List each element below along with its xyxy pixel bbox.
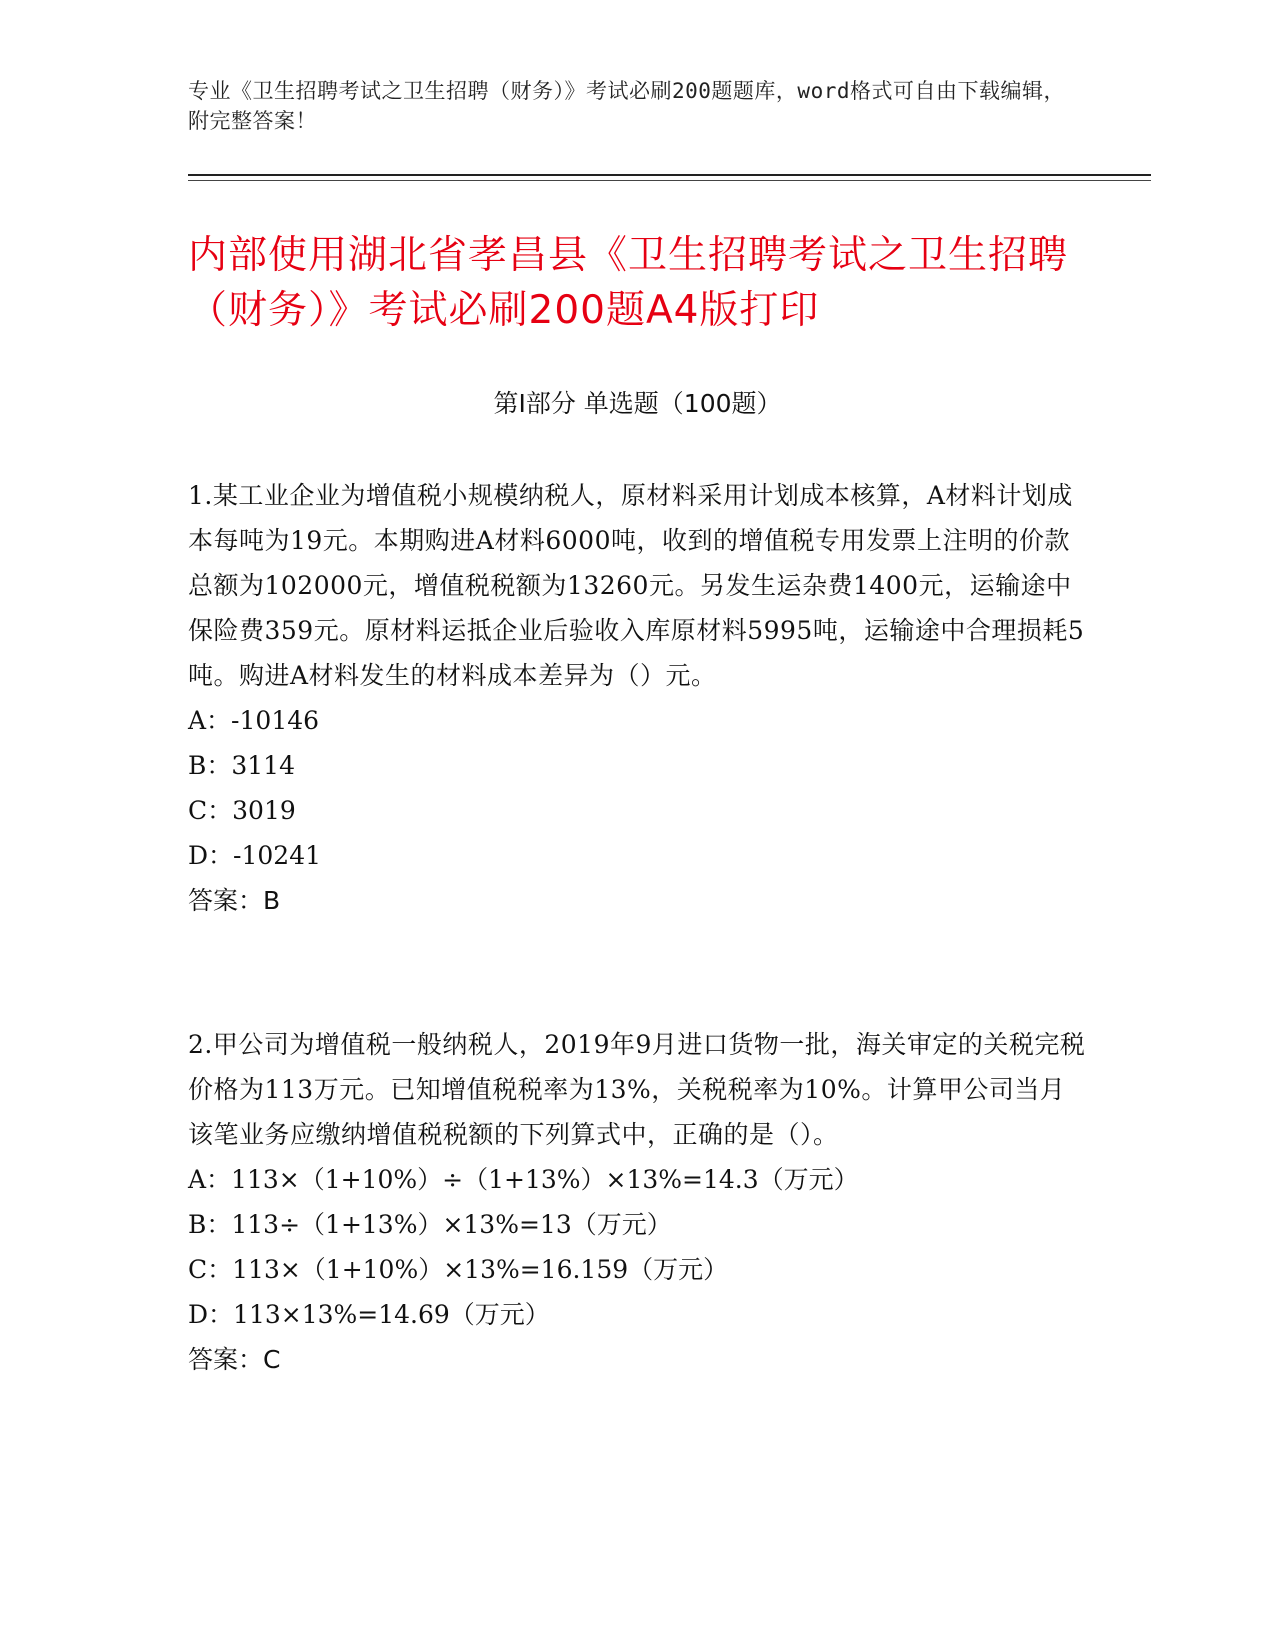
answer-line: 答案：C xyxy=(188,1345,281,1374)
header-divider-thick xyxy=(188,174,1151,176)
option-a: A：-10146 xyxy=(188,706,320,735)
question-text: 2.甲公司为增值税一般纳税人，2019年9月进口货物一批，海关审定的关税完税价格为113万元。已知增值税税率为13%，关税税率为10%。计算甲公司当月该笔业务应缴纳增值税税额的下列算式中，正确的是（）。 xyxy=(188,1030,1086,1149)
option-c: C：113×（1+10%）×13%=16.159（万元） xyxy=(188,1255,729,1284)
question-text: 1.某工业企业为增值税小规模纳税人，原材料采用计划成本核算，A材料计划成本每吨为19元。本期购进A材料6000吨，收到的增值税专用发票上注明的价款总额为102000元，增值税税额为13260元。另发生运杂费1400元，运输途中保险费359元。原材料运抵企业后验收入库原材料5995吨，运输途中合理损耗5吨。购进A材料发生的材料成本差异为（）元。 xyxy=(188,481,1085,690)
option-d: D：113×13%=14.69（万元） xyxy=(188,1300,550,1329)
section-heading: 第Ⅰ部分 单选题（100题） xyxy=(493,389,782,418)
option-c: C：3019 xyxy=(188,796,296,825)
header-note: 专业《卫生招聘考试之卫生招聘（财务）》考试必刷200题题库，word格式可自由下载编辑，附完整答案！ xyxy=(188,79,1065,133)
option-b: B：3114 xyxy=(188,751,295,780)
option-b: B：113÷（1+13%）×13%=13（万元） xyxy=(188,1210,672,1239)
answer-line: 答案：B xyxy=(188,886,281,915)
question-block xyxy=(188,473,1088,923)
header-divider-thin xyxy=(188,180,1151,181)
document-title: 内部使用湖北省孝昌县《卫生招聘考试之卫生招聘（财务）》考试必刷200题A4版打印 xyxy=(188,233,1069,333)
option-a: A：113×（1+10%）÷（1+13%）×13%=14.3（万元） xyxy=(188,1165,859,1194)
option-d: D：-10241 xyxy=(188,841,322,870)
question-block xyxy=(188,1022,1088,1382)
